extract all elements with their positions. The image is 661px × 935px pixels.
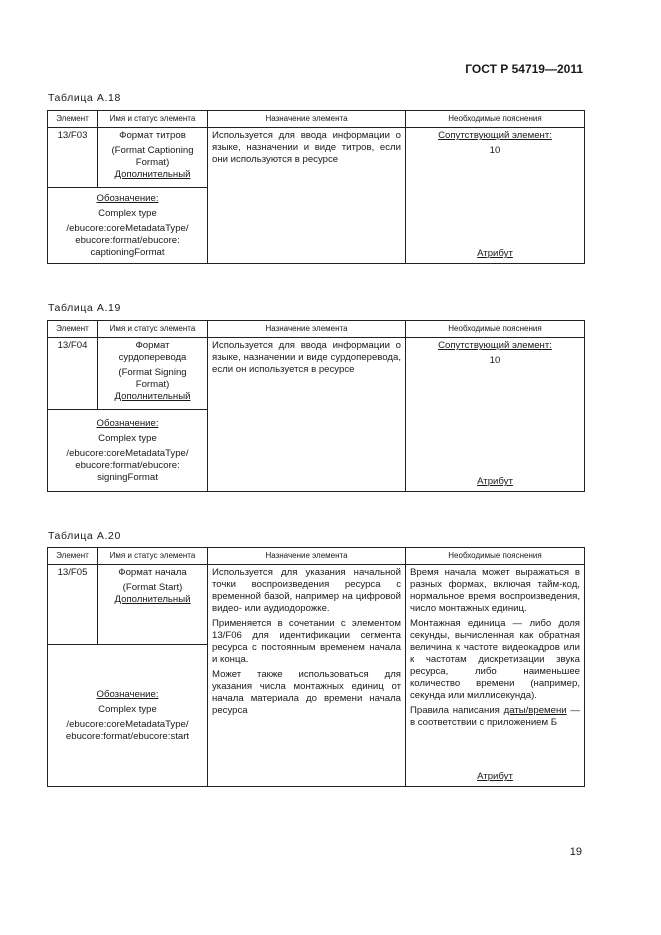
col-header-notes: Необходимые пояснения [406,111,585,128]
element-name [98,338,208,410]
element-name [98,565,208,645]
col-header-element: Элемент [48,548,98,565]
table-caption: Таблица А.20 [48,530,121,542]
designation-line: /ebucore:coreMetadataType/ [66,718,189,730]
rules-suffix: — в соответствии с приложением Б [410,705,580,728]
standard-number: ГОСТ Р 54719—2011 [465,62,583,76]
element-id: 13/F03 [48,128,98,188]
element-status: Дополнительный [114,594,191,605]
designation-label: Обозначение: [96,192,159,204]
element-notes [406,128,585,264]
col-header-name: Имя и статус элемента [98,321,208,338]
table-a18 [47,110,585,264]
table-caption: Таблица А.18 [48,92,121,104]
designation-line: Complex type [98,703,157,715]
attribute-label: Атрибут [477,771,513,782]
col-header-purpose: Назначение элемента [208,548,406,565]
notes-label: Сопутствующий элемент: [438,130,552,141]
notes-label: Сопутствующий элемент: [438,340,552,351]
col-header-purpose: Назначение элемента [208,111,406,128]
col-header-purpose: Назначение элемента [208,321,406,338]
notes-value: 10 [489,145,501,156]
designation-label: Обозначение: [96,417,159,429]
col-header-name: Имя и статус элемента [98,111,208,128]
col-header-notes: Необходимые пояснения [406,321,585,338]
element-purpose [208,128,406,264]
purpose-text: Используется для ввода информации о языке, назначении и виде титров, если они используются в ресурсе [212,130,401,165]
attribute-label: Атрибут [477,476,513,487]
col-header-notes: Необходимые пояснения [406,548,585,565]
purpose-text: Применяется в сочетании с элементом 13/F06 для идентификации сегмента ресурса с постоянным временем начала и конца. [212,618,401,665]
designation-line: /ebucore:coreMetadataType/ [66,447,189,459]
designation-label: Обозначение: [96,688,159,700]
purpose-text: Используется для ввода информации о языке, назначении и виде сурдоперевода, если он используется в ресурсе [212,340,401,375]
purpose-text: Может также использоваться для указания числа монтажных единиц от начала материала до времени начала ресурса [212,669,401,716]
element-id: 13/F05 [48,565,98,645]
designation-cell [48,410,208,492]
name-line: Формат начала [118,567,187,578]
name-line: (Format Signing Format) [118,367,187,390]
rules-link: даты/времени [503,705,567,716]
designation-line: signingFormat [97,471,158,483]
element-purpose [208,338,406,492]
name-line: Формат титров [119,130,186,141]
designation-line: captioningFormat [90,246,165,258]
table-caption: Таблица А.19 [48,302,121,314]
designation-line: Complex type [98,432,157,444]
element-name [98,128,208,188]
designation-line: /ebucore:coreMetadataType/ [66,222,189,234]
element-purpose [208,565,406,787]
notes-paragraph: Монтажная единица — либо доля секунды, вычисленная как обратная величина к частоте видеокадров или к частотам дискретизации звука ресурса, либо наименьшее количество времени (например, секунда или миллисекунда). [410,618,580,701]
table-a19 [47,320,585,492]
designation-line: ebucore:format/ebucore: [75,459,180,471]
name-line: (Format Captioning Format) [111,145,194,168]
designation-line: Complex type [98,207,157,219]
notes-rules [410,705,580,729]
designation-line: ebucore:format/ebucore:start [65,730,190,742]
element-notes [406,565,585,787]
name-line: (Format Start) [122,582,183,593]
purpose-text: Используется для указания начальной точки воспроизведения ресурса с временной базой, например на цифровой видео- или аудиодорожке. [212,567,401,614]
designation-cell [48,188,208,264]
table-a20 [47,547,585,787]
element-id: 13/F04 [48,338,98,410]
rules-prefix: Правила написания [410,705,504,716]
col-header-name: Имя и статус элемента [98,548,208,565]
col-header-element: Элемент [48,321,98,338]
element-status: Дополнительный [114,169,191,180]
attribute-label: Атрибут [477,248,513,259]
notes-paragraph: Время начала может выражаться в разных формах, включая тайм-код, нормальное время воспроизведения, число монтажных единиц. [410,567,580,614]
page-number: 19 [569,846,582,858]
designation-line: ebucore:format/ebucore: [75,234,180,246]
element-status: Дополнительный [114,391,191,402]
designation-cell [48,645,208,787]
col-header-element: Элемент [48,111,98,128]
element-notes [406,338,585,492]
notes-value: 10 [489,355,501,366]
name-line: Формат сурдоперевода [118,340,187,363]
